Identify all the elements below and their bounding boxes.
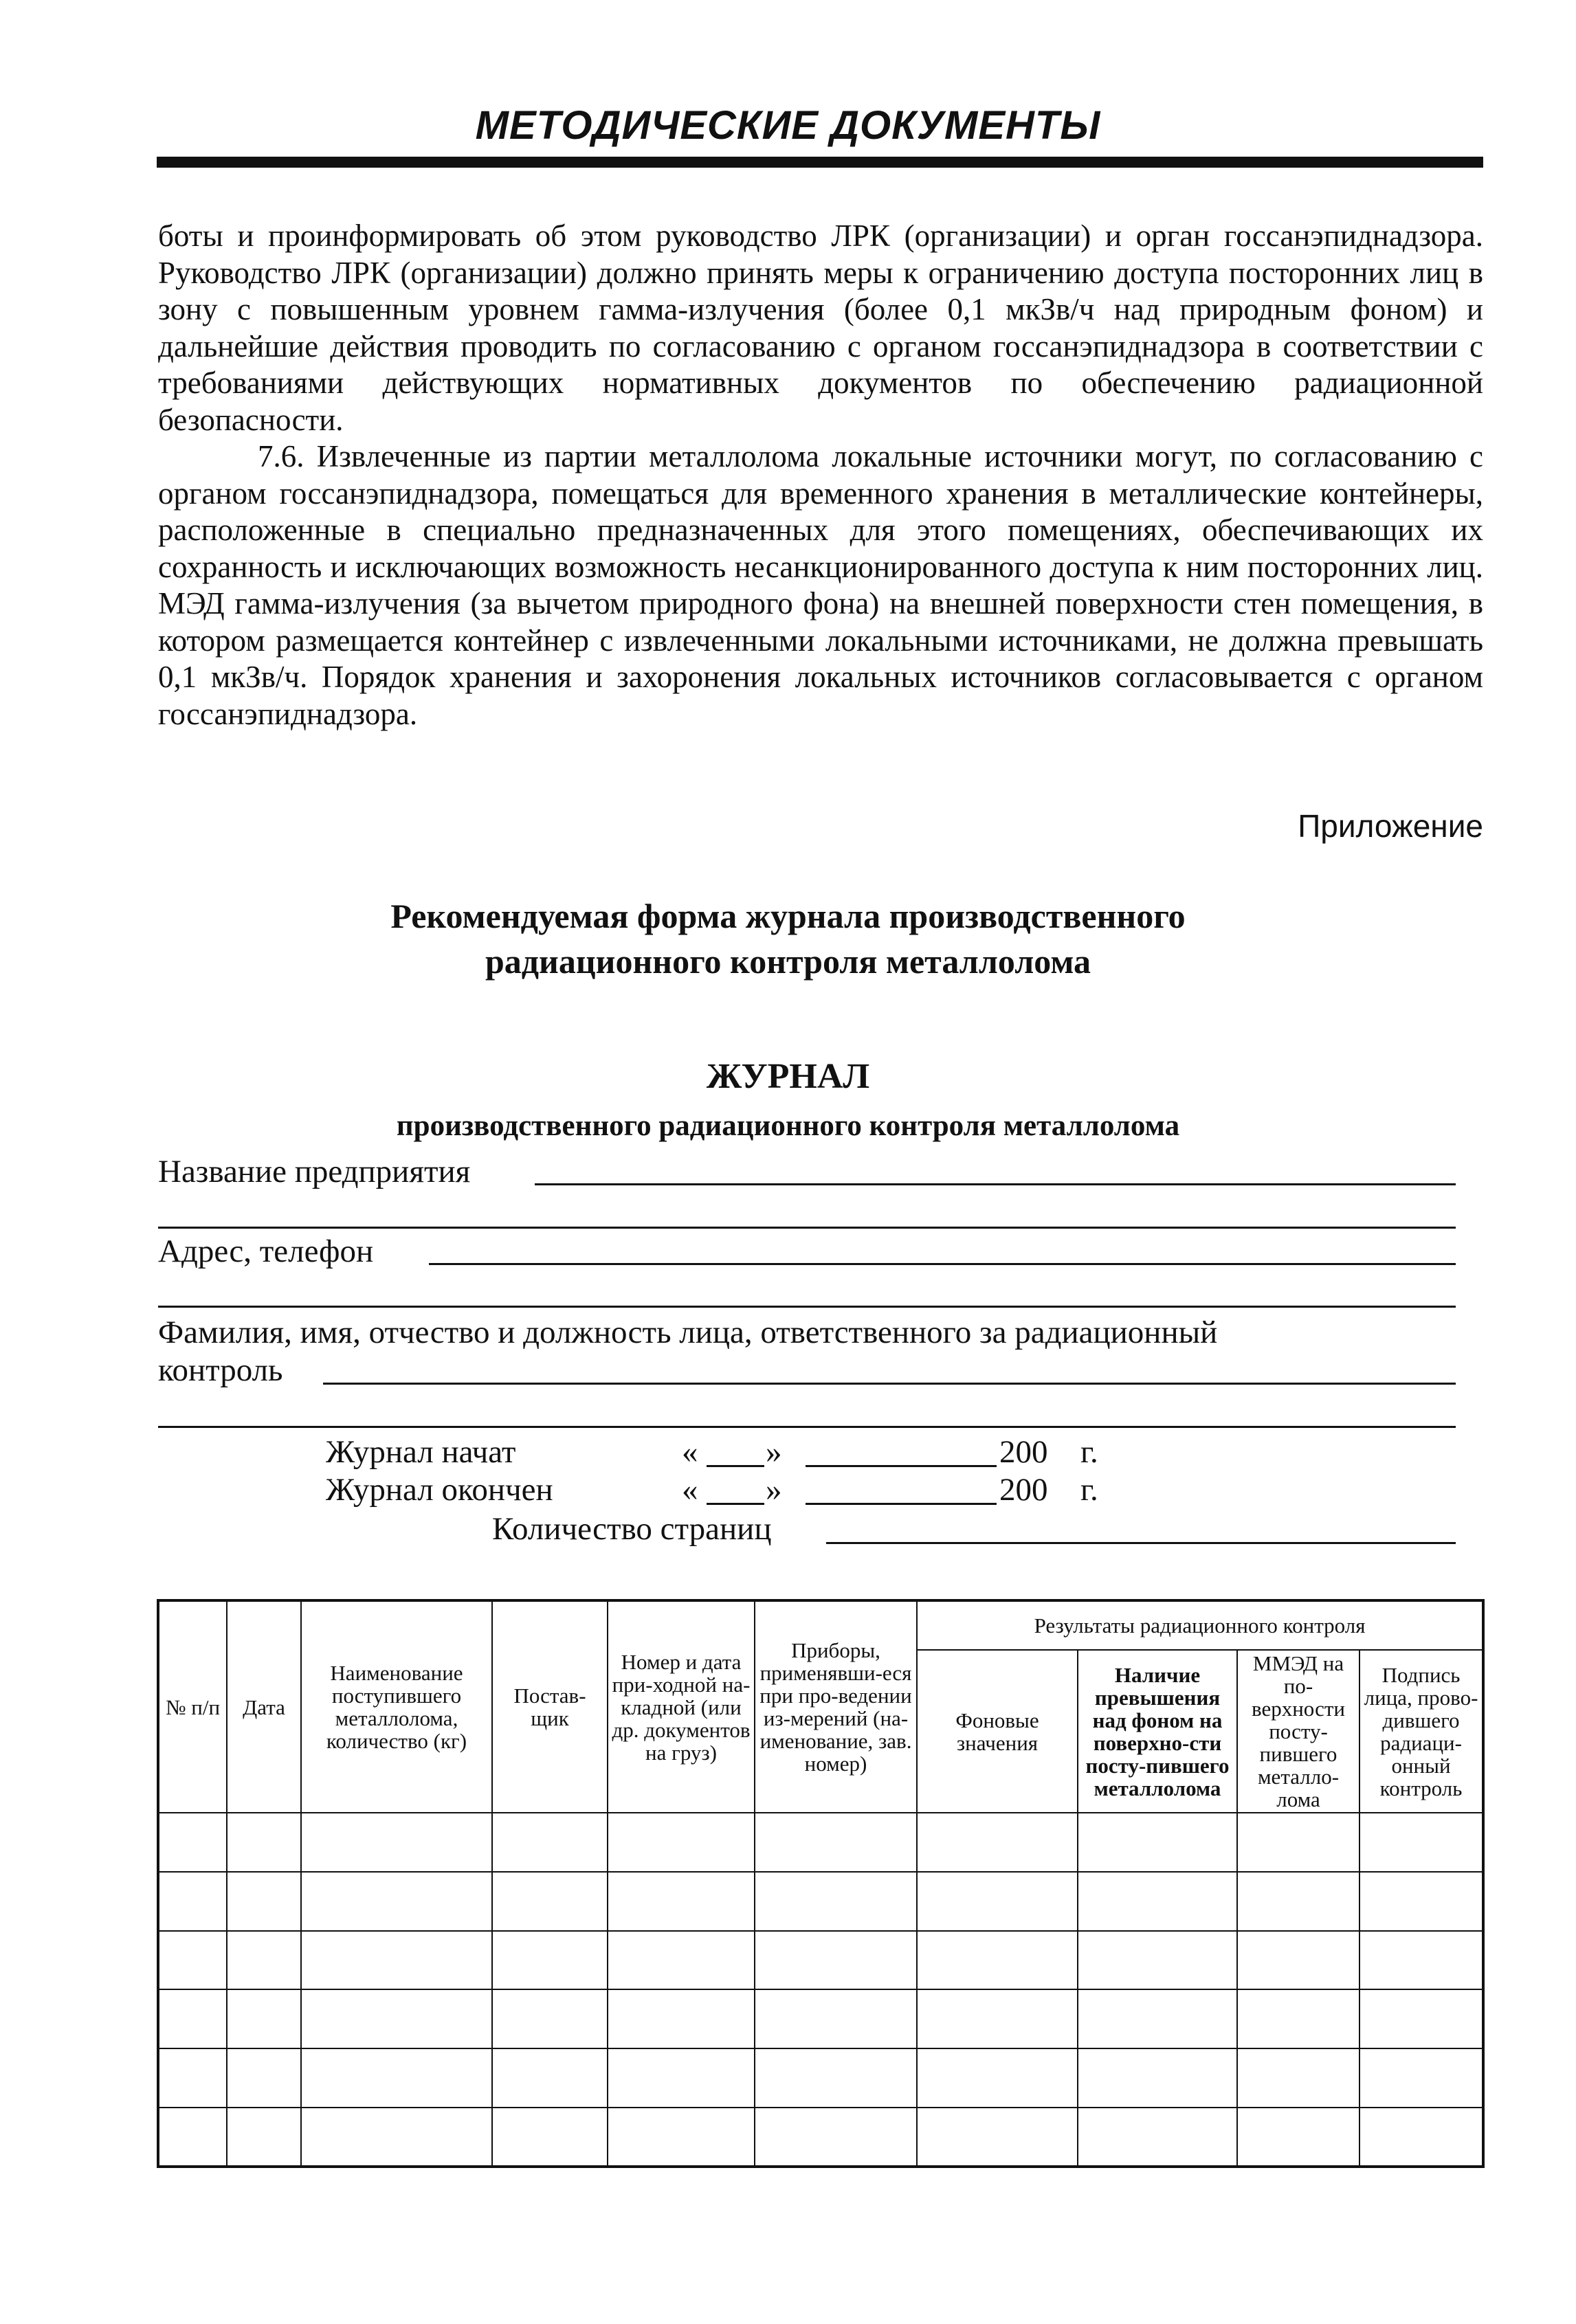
table-row <box>158 2108 1483 2167</box>
table-cell[interactable] <box>1078 1872 1237 1931</box>
table-cell[interactable] <box>1078 1931 1237 1990</box>
page-count-label: Количество страниц <box>492 1511 772 1547</box>
started-year-prefix: 200 <box>999 1434 1048 1470</box>
table-cell[interactable] <box>1237 1931 1359 1990</box>
table-cell[interactable] <box>755 2048 917 2108</box>
table-cell[interactable] <box>1359 2048 1483 2108</box>
table-cell[interactable] <box>1237 2048 1359 2108</box>
recommended-title-line-1: Рекомендуемая форма журнала производственного <box>390 897 1186 935</box>
table-row <box>158 1813 1483 1872</box>
col-header-instruments: Приборы, применявши-еся при про-ведении из-мерений (на-именование, зав. номер) <box>755 1600 917 1813</box>
table-cell[interactable] <box>158 2108 227 2167</box>
table-cell[interactable] <box>917 2048 1078 2108</box>
table-cell[interactable] <box>301 2108 492 2167</box>
journal-ended-label: Журнал окончен <box>326 1472 553 1508</box>
table-cell[interactable] <box>492 2108 608 2167</box>
table-cell[interactable] <box>227 1872 301 1931</box>
appendix-label: Приложение <box>1298 808 1483 844</box>
running-header-title: МЕТОДИЧЕСКИЕ ДОКУМЕНТЫ <box>475 103 1101 148</box>
journal-table <box>157 1599 1485 2168</box>
table-row <box>158 2048 1483 2108</box>
table-cell[interactable] <box>1078 1989 1237 2048</box>
company-name-field[interactable] <box>535 1183 1456 1185</box>
table-cell[interactable] <box>917 2108 1078 2167</box>
col-header-excess: Наличие превышения над фоном на поверхно-сти посту-пившего металлолома <box>1078 1650 1237 1813</box>
table-cell[interactable] <box>158 2048 227 2108</box>
started-open-quote: « <box>682 1434 698 1470</box>
started-day-field[interactable] <box>707 1465 764 1467</box>
table-cell[interactable] <box>492 1813 608 1872</box>
col-header-background: Фоновые значения <box>917 1650 1078 1813</box>
ended-open-quote: « <box>682 1472 698 1508</box>
ended-day-field[interactable] <box>707 1503 764 1505</box>
table-cell[interactable] <box>917 1813 1078 1872</box>
started-month-field[interactable] <box>806 1465 997 1467</box>
table-cell[interactable] <box>301 1989 492 2048</box>
table-cell[interactable] <box>755 2108 917 2167</box>
recommended-form-title <box>0 893 1576 984</box>
journal-subtitle: производственного радиационного контроля металлолома <box>396 1110 1180 1142</box>
table-cell[interactable] <box>608 1989 755 2048</box>
ended-close-quote: » <box>766 1472 782 1508</box>
address-phone-label: Адрес, телефон <box>158 1233 374 1269</box>
table-cell[interactable] <box>608 2108 755 2167</box>
started-close-quote: » <box>766 1434 782 1470</box>
responsible-person-label: Фамилия, имя, отчество и должность лица, ответственного за радиационный <box>158 1315 1218 1350</box>
table-cell[interactable] <box>917 1931 1078 1990</box>
table-cell[interactable] <box>301 1813 492 1872</box>
responsible-person-label-line-2: контроль <box>158 1352 283 1388</box>
recommended-title-line-2: радиационного контроля металлолома <box>485 942 1091 981</box>
paragraph-1: боты и проинформировать об этом руководство ЛРК (организации) и орган госсанэпиднадзора. Руководство ЛРК (организации) должно принять меры к ограничению доступа посторонних лиц в зону с повышенным уровнем гамма-излучения (более 0,1 мкЗв/ч над природным фоном) и дальнейшие действия проводить по согласованию с органом госсанэпиднадзора в соответствии с требованиями действующих нормативных документов по обеспечению радиационной безопасности. <box>158 219 1483 437</box>
table-cell[interactable] <box>755 1813 917 1872</box>
col-group-header-results: Результаты радиационного контроля <box>917 1600 1483 1650</box>
table-cell[interactable] <box>492 1931 608 1990</box>
table-cell[interactable] <box>301 1872 492 1931</box>
col-header-date: Дата <box>227 1600 301 1813</box>
table-cell[interactable] <box>917 1989 1078 2048</box>
table-cell[interactable] <box>1237 1872 1359 1931</box>
ended-month-field[interactable] <box>806 1503 997 1505</box>
table-cell[interactable] <box>608 1813 755 1872</box>
table-cell[interactable] <box>227 2048 301 2108</box>
table-cell[interactable] <box>301 2048 492 2108</box>
table-cell[interactable] <box>755 1931 917 1990</box>
table-cell[interactable] <box>1078 2108 1237 2167</box>
table-cell[interactable] <box>158 1989 227 2048</box>
table-cell[interactable] <box>1237 1989 1359 2048</box>
table-cell[interactable] <box>1237 2108 1359 2167</box>
table-cell[interactable] <box>227 1813 301 1872</box>
table-cell[interactable] <box>301 1931 492 1990</box>
started-year-suffix: г. <box>1080 1434 1098 1470</box>
table-cell[interactable] <box>227 1989 301 2048</box>
responsible-person-field[interactable] <box>323 1383 1456 1385</box>
table-cell[interactable] <box>755 1872 917 1931</box>
table-cell[interactable] <box>227 1931 301 1990</box>
body-text <box>158 218 1483 733</box>
company-name-label: Название предприятия <box>158 1154 471 1189</box>
table-cell[interactable] <box>158 1813 227 1872</box>
col-header-invoice: Номер и дата при-ходной на-кладной (или др. документов на груз) <box>608 1600 755 1813</box>
responsible-person-field-continuation[interactable] <box>158 1426 1456 1428</box>
ended-year-prefix: 200 <box>999 1472 1048 1508</box>
table-cell[interactable] <box>158 1931 227 1990</box>
table-cell[interactable] <box>1359 1813 1483 1872</box>
ended-year-suffix: г. <box>1080 1472 1098 1508</box>
table-row <box>158 1931 1483 1990</box>
address-phone-field[interactable] <box>429 1263 1456 1265</box>
table-row <box>158 1872 1483 1931</box>
company-name-field-continuation[interactable] <box>158 1227 1456 1229</box>
col-header-signature: Подпись лица, прово-дившего радиаци-онный контроль <box>1359 1650 1483 1813</box>
table-cell[interactable] <box>492 1872 608 1931</box>
table-cell[interactable] <box>755 1989 917 2048</box>
col-header-scrap-name: Наименование поступившего металлолома, количество (кг) <box>301 1600 492 1813</box>
table-cell[interactable] <box>492 1989 608 2048</box>
table-cell[interactable] <box>1078 2048 1237 2108</box>
table-cell[interactable] <box>1359 1931 1483 1990</box>
col-header-dose-rate: ММЭД на по-верхности посту-пившего металло-лома <box>1237 1650 1359 1813</box>
table-cell[interactable] <box>1237 1813 1359 1872</box>
table-cell[interactable] <box>227 2108 301 2167</box>
journal-title: ЖУРНАЛ <box>706 1057 870 1096</box>
table-cell[interactable] <box>1359 1989 1483 2048</box>
table-cell[interactable] <box>608 2048 755 2108</box>
address-phone-field-continuation[interactable] <box>158 1306 1456 1308</box>
header-rule <box>157 157 1483 168</box>
table-cell[interactable] <box>608 1931 755 1990</box>
table-cell[interactable] <box>917 1872 1078 1931</box>
table-cell[interactable] <box>492 2048 608 2108</box>
col-header-supplier: Постав-щик <box>492 1600 608 1813</box>
page-count-field[interactable] <box>826 1542 1456 1544</box>
paragraph-2: 7.6. Извлеченные из партии металлолома локальные источники могут, по согласованию с органом госсанэпиднадзора, помещаться для временного хранения в металлические контейнеры, расположенные в специально предназначенных для этого помещениях, обеспечивающих их сохранность и исключающих возможность несанкционированного доступа к ним посторонних лиц. МЭД гамма-излучения (за вычетом природного фона) на внешней поверхности стен помещения, в котором размещается контейнер с извлеченными локальными источниками, не должна превышать 0,1 мкЗв/ч. Порядок хранения и захоронения локальных источников согласовывается с органом госсанэпиднадзора. <box>158 439 1483 731</box>
table-cell[interactable] <box>1359 2108 1483 2167</box>
journal-started-label: Журнал начат <box>326 1434 516 1470</box>
table-cell[interactable] <box>158 1872 227 1931</box>
col-header-number: № п/п <box>158 1600 227 1813</box>
table-cell[interactable] <box>608 1872 755 1931</box>
table-cell[interactable] <box>1078 1813 1237 1872</box>
table-cell[interactable] <box>1359 1872 1483 1931</box>
journal-table-body <box>158 1813 1483 2167</box>
table-row <box>158 1989 1483 2048</box>
